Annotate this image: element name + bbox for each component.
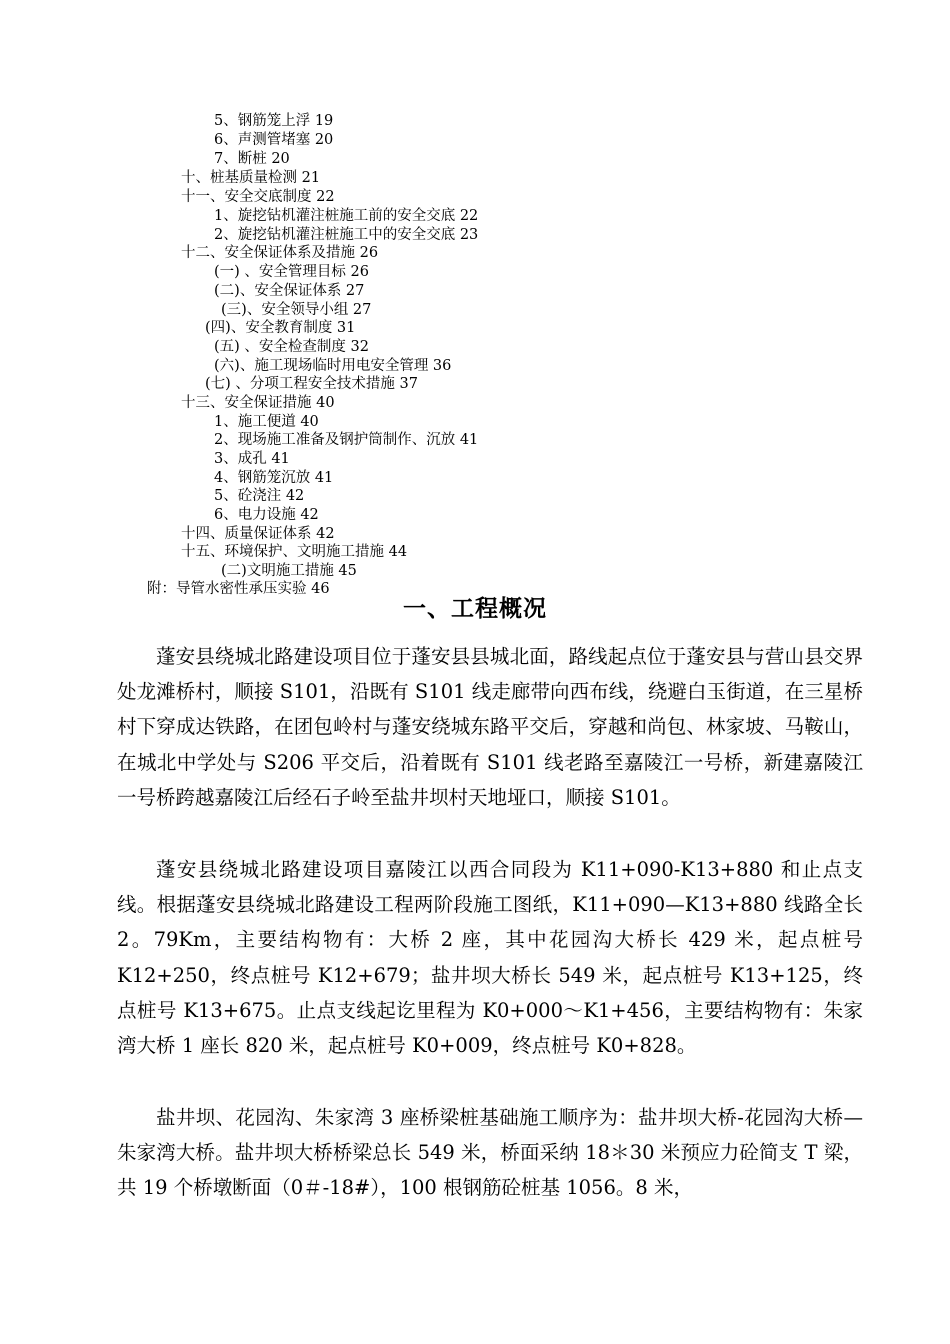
- toc-item[interactable]: (三)、安全领导小组 27: [221, 302, 372, 318]
- toc-item[interactable]: 十五、环境保护、文明施工措施 44: [181, 544, 408, 560]
- toc-item[interactable]: 十四、质量保证体系 42: [181, 526, 335, 542]
- body-paragraph: 蓬安县绕城北路建设项目位于蓬安县县城北面，路线起点位于蓬安县与营山县交界处龙滩桥村，顺接 S101，沿既有 S101 线走廊带向西布线，绕避白玉街道，在三星桥村下穿成达铁路，在团包岭村与蓬安绕城东路平交后，穿越和尚包、林家坡、马鞍山，在城北中学处与 S206 平交后，沿着既有 S101 线老路至嘉陵江一号桥，新建嘉陵江一号桥跨越嘉陵江后经石子岭至盐井坝村天地垭口，顺接 S101。: [117, 645, 863, 809]
- toc-item[interactable]: 7、断桩 20: [214, 151, 290, 167]
- toc-item[interactable]: (二)文明施工措施 45: [221, 563, 357, 579]
- toc-item[interactable]: 3、成孔 41: [214, 451, 290, 467]
- body-paragraph: 蓬安县绕城北路建设项目嘉陵江以西合同段为 K11+090-K13+880 和止点支线。根据蓬安县绕城北路建设工程两阶段施工图纸，K11+090—K13+880 线路全长 2。79Km，主要结构物有：大桥 2 座，其中花园沟大桥长 429 米，起点桩号 K12+250，终点桩号 K12+679；盐井坝大桥长 549 米，起点桩号 K13+125，终点桩号 K13+675。止点支线起讫里程为 K0+000～K1+456，主要结构物有：朱家湾大桥 1 座长 820 米，起点桩号 K0+009，终点桩号 K0+828。: [117, 858, 863, 1058]
- toc-item[interactable]: (一) 、安全管理目标 26: [214, 264, 369, 280]
- toc-item[interactable]: 1、旋挖钻机灌注桩施工前的安全交底 22: [214, 208, 479, 224]
- toc-item[interactable]: (七) 、分项工程安全技术措施 37: [205, 376, 418, 392]
- toc-item[interactable]: 十二、安全保证体系及措施 26: [181, 245, 379, 261]
- toc-item[interactable]: 5、钢筋笼上浮 19: [214, 113, 334, 129]
- toc-item[interactable]: 十、桩基质量检测 21: [181, 170, 321, 186]
- toc-item[interactable]: (四)、安全教育制度 31: [205, 320, 356, 336]
- toc-item[interactable]: (二)、安全保证体系 27: [214, 283, 365, 299]
- toc-item[interactable]: (五) 、安全检查制度 32: [214, 339, 369, 355]
- toc-item[interactable]: 6、电力设施 42: [214, 507, 319, 523]
- toc-item[interactable]: 十一、安全交底制度 22: [181, 189, 335, 205]
- section-heading: 一、工程概况: [403, 595, 547, 622]
- toc-item[interactable]: 十三、安全保证措施 40: [181, 395, 335, 411]
- toc-item[interactable]: 2、旋挖钻机灌注桩施工中的安全交底 23: [214, 227, 479, 243]
- toc-item[interactable]: 4、钢筋笼沉放 41: [214, 470, 334, 486]
- toc-item[interactable]: 2、现场施工准备及钢护筒制作、沉放 41: [214, 432, 479, 448]
- toc-item[interactable]: 5、砼浇注 42: [214, 488, 305, 504]
- toc-item[interactable]: 1、施工便道 40: [214, 414, 319, 430]
- toc-item[interactable]: 6、声测管堵塞 20: [214, 132, 334, 148]
- toc-item[interactable]: (六)、施工现场临时用电安全管理 36: [214, 358, 452, 374]
- toc-item[interactable]: 附：导管水密性承压实验 46: [147, 581, 330, 597]
- body-paragraph: 盐井坝、花园沟、朱家湾 3 座桥梁桩基础施工顺序为：盐井坝大桥-花园沟大桥—朱家湾大桥。盐井坝大桥桥梁总长 549 米，桥面采纳 18＊30 米预应力砼简支 T 梁，共 19 个桥墩断面（0＃-18#），100 根钢筋砼桩基 1056。8 米，: [117, 1106, 863, 1200]
